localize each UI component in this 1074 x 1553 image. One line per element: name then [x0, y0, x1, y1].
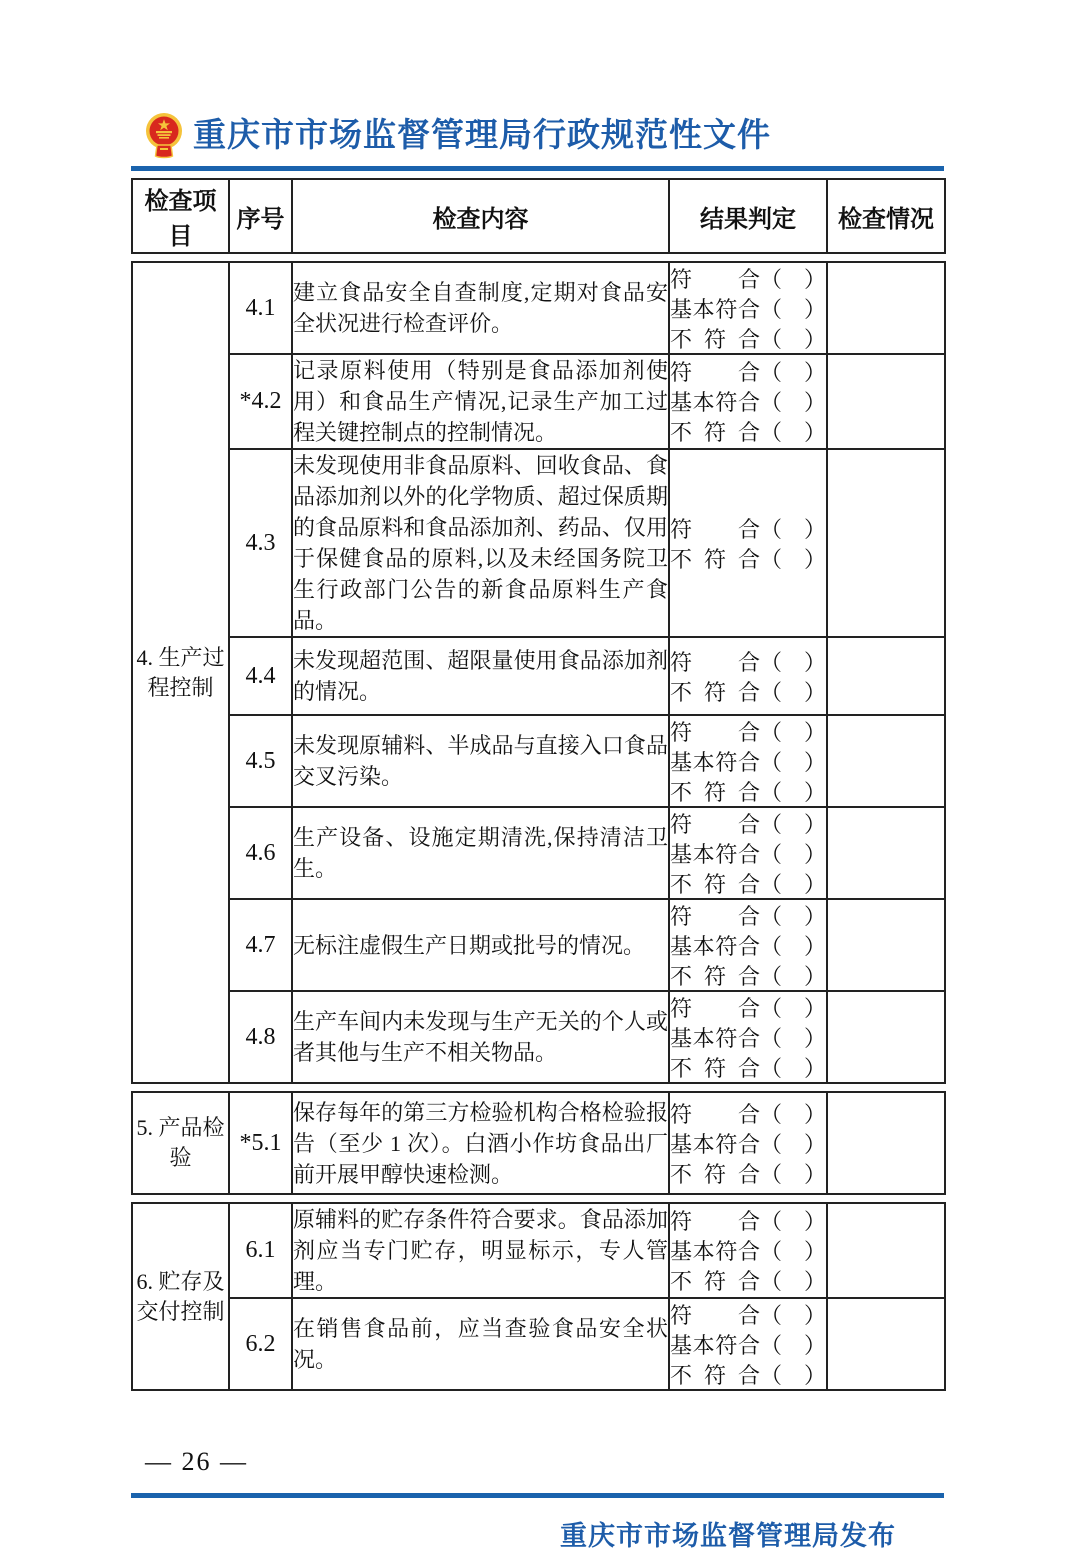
- column-header-result: 结果判定: [669, 179, 827, 253]
- option-conform: 符合 （ ）: [670, 808, 826, 838]
- column-header-content: 检查内容: [292, 179, 669, 253]
- publisher-line: 重庆市市场监督管理局发布: [560, 1521, 896, 1551]
- national-emblem-icon: [145, 112, 183, 158]
- row-serial: 4.1: [229, 262, 292, 354]
- checkbox-parens: （ ）: [759, 326, 826, 352]
- checkbox-parens: （ ）: [759, 679, 826, 705]
- row-serial: 6.1: [229, 1203, 292, 1298]
- inspection-status-cell: [827, 637, 945, 715]
- result-options-cell: [669, 899, 827, 991]
- checkbox-parens: （ ）: [759, 779, 826, 805]
- row-serial: *5.1: [229, 1092, 292, 1194]
- table-row: [132, 899, 945, 991]
- option-not-conform: 不符合 （ ）: [670, 323, 826, 353]
- inspection-status-cell: [827, 715, 945, 807]
- checkbox-parens: （ ）: [759, 1269, 826, 1294]
- page-number: — 26 —: [145, 1447, 248, 1476]
- option-conform: 符合 （ ）: [670, 263, 826, 293]
- table-row: [132, 1203, 945, 1298]
- option-conform: 符合 （ ）: [670, 1098, 826, 1128]
- row-content: 建立食品安全自查制度,定期对食品安全状况进行检查评价。: [292, 262, 669, 354]
- column-header-no: 序号: [229, 179, 292, 253]
- checkbox-parens: （ ）: [759, 1161, 826, 1187]
- table-row: [132, 262, 945, 354]
- table-row: [132, 715, 945, 807]
- row-serial: 4.7: [229, 899, 292, 991]
- checkbox-parens: （ ）: [759, 841, 826, 867]
- inspection-status-cell: [827, 991, 945, 1083]
- document-banner: [131, 112, 944, 158]
- checkbox-parens: （ ）: [759, 1101, 826, 1127]
- row-serial: 4.3: [229, 449, 292, 637]
- result-options-cell: [669, 1092, 827, 1194]
- row-content: 保存每年的第三方检验机构合格检验报告（至少 1 次）。白酒小作坊食品出厂前开展甲醇快速检测。: [292, 1092, 669, 1194]
- inspection-status-cell: [827, 807, 945, 899]
- row-serial: 4.4: [229, 637, 292, 715]
- result-options-cell: [669, 354, 827, 449]
- checkbox-parens: （ ）: [759, 1302, 826, 1328]
- option-basic-conform: 基本符合 （ ）: [670, 1236, 826, 1266]
- banner-divider: [131, 166, 944, 171]
- checkbox-parens: （ ）: [759, 719, 826, 745]
- option-not-conform: 不符合 （ ）: [670, 417, 826, 447]
- checkbox-parens: （ ）: [759, 390, 826, 415]
- checklist-section-6: [131, 1202, 946, 1391]
- result-options-cell: [669, 262, 827, 354]
- checklist-header-table: [131, 178, 946, 254]
- table-row: [132, 1298, 945, 1390]
- table-row: [132, 807, 945, 899]
- option-not-conform: 不符合 （ ）: [670, 1266, 826, 1296]
- option-not-conform: 不符合 （ ）: [670, 676, 826, 706]
- section-label-product-inspection: 5. 产品检验: [132, 1092, 229, 1194]
- checkbox-parens: （ ）: [759, 749, 826, 775]
- inspection-status-cell: [827, 354, 945, 449]
- checklist-section-4: [131, 261, 946, 1084]
- footer-divider: [131, 1493, 944, 1498]
- option-basic-conform: 基本符合 （ ）: [670, 930, 826, 960]
- checkbox-parens: （ ）: [759, 516, 826, 542]
- option-not-conform: 不符合 （ ）: [670, 1052, 826, 1082]
- option-basic-conform: 基本符合 （ ）: [670, 1329, 826, 1359]
- row-serial: 6.2: [229, 1298, 292, 1390]
- page-content: [131, 0, 944, 1553]
- column-header-status: 检查情况: [827, 179, 945, 253]
- checkbox-parens: （ ）: [759, 963, 826, 989]
- option-conform: 符合 （ ）: [670, 357, 826, 387]
- result-options-cell: [669, 991, 827, 1083]
- checkbox-parens: （ ）: [759, 933, 826, 959]
- inspection-status-cell: [827, 1203, 945, 1298]
- result-options-cell: [669, 807, 827, 899]
- result-options-cell: [669, 1298, 827, 1390]
- option-conform: 符合 （ ）: [670, 646, 826, 676]
- row-content: 无标注虚假生产日期或批号的情况。: [292, 899, 669, 991]
- row-serial: 4.8: [229, 991, 292, 1083]
- option-not-conform: 不符合 （ ）: [670, 1158, 826, 1188]
- checkbox-parens: （ ）: [759, 811, 826, 837]
- checkbox-parens: （ ）: [759, 871, 826, 897]
- checkbox-parens: （ ）: [759, 1055, 826, 1081]
- row-content: 未发现原辅料、半成品与直接入口食品交叉污染。: [292, 715, 669, 807]
- checkbox-parens: （ ）: [759, 649, 826, 675]
- option-not-conform: 不符合 （ ）: [670, 776, 826, 806]
- table-row: [132, 449, 945, 637]
- document-title: 重庆市市场监督管理局行政规范性文件: [193, 116, 771, 153]
- row-content: 记录原料使用（特别是食品添加剂使用）和食品生产情况,记录生产加工过程关键控制点的控制情况。: [292, 354, 669, 449]
- checkbox-parens: （ ）: [759, 1209, 826, 1234]
- option-basic-conform: 基本符合 （ ）: [670, 1128, 826, 1158]
- column-header-item: 检查项目: [132, 179, 229, 253]
- checkbox-parens: （ ）: [759, 1239, 826, 1264]
- option-conform: 符合 （ ）: [670, 716, 826, 746]
- row-content: 生产设备、设施定期清洗,保持清洁卫生。: [292, 807, 669, 899]
- option-conform: 符合 （ ）: [670, 1299, 826, 1329]
- option-not-conform: 不符合 （ ）: [670, 1359, 826, 1389]
- table-row: [132, 354, 945, 449]
- result-options-cell: [669, 1203, 827, 1298]
- inspection-status-cell: [827, 1298, 945, 1390]
- option-conform: 符合 （ ）: [670, 992, 826, 1022]
- row-serial: *4.2: [229, 354, 292, 449]
- table-header-row: [132, 179, 945, 253]
- option-not-conform: 不符合 （ ）: [670, 543, 826, 573]
- option-basic-conform: 基本符合 （ ）: [670, 293, 826, 323]
- option-conform: 符合 （ ）: [670, 513, 826, 543]
- option-not-conform: 不符合 （ ）: [670, 960, 826, 990]
- row-content: 原辅料的贮存条件符合要求。食品添加剂应当专门贮存，明显标示，专人管理。: [292, 1203, 669, 1298]
- inspection-status-cell: [827, 449, 945, 637]
- row-serial: 4.5: [229, 715, 292, 807]
- option-basic-conform: 基本符合 （ ）: [670, 1022, 826, 1052]
- row-content: 生产车间内未发现与生产无关的个人或者其他与生产不相关物品。: [292, 991, 669, 1083]
- checkbox-parens: （ ）: [759, 1131, 826, 1157]
- table-row: [132, 1092, 945, 1194]
- checkbox-parens: （ ）: [759, 266, 826, 292]
- table-row: [132, 991, 945, 1083]
- checkbox-parens: （ ）: [759, 1362, 826, 1388]
- inspection-status-cell: [827, 262, 945, 354]
- result-options-cell: [669, 637, 827, 715]
- checkbox-parens: （ ）: [759, 360, 826, 385]
- option-basic-conform: 基本符合 （ ）: [670, 746, 826, 776]
- section-label-storage-delivery: 6. 贮存及交付控制: [132, 1203, 229, 1390]
- option-basic-conform: 基本符合 （ ）: [670, 838, 826, 868]
- table-row: [132, 637, 945, 715]
- result-options-cell: [669, 715, 827, 807]
- checkbox-parens: （ ）: [759, 296, 826, 322]
- checkbox-parens: （ ）: [759, 1025, 826, 1051]
- row-content: 未发现使用非食品原料、回收食品、食品添加剂以外的化学物质、超过保质期的食品原料和食品添加剂、药品、仅用于保健食品的原料,以及未经国务院卫生行政部门公告的新食品原料生产食品。: [292, 449, 669, 637]
- row-content: 在销售食品前，应当查验食品安全状况。: [292, 1298, 669, 1390]
- inspection-status-cell: [827, 1092, 945, 1194]
- option-basic-conform: 基本符合 （ ）: [670, 387, 826, 417]
- result-options-cell: [669, 449, 827, 637]
- checkbox-parens: （ ）: [759, 1332, 826, 1358]
- section-label-production-process: 4. 生产过程控制: [132, 262, 229, 1083]
- checkbox-parens: （ ）: [759, 420, 826, 445]
- row-serial: 4.6: [229, 807, 292, 899]
- row-content: 未发现超范围、超限量使用食品添加剂的情况。: [292, 637, 669, 715]
- checkbox-parens: （ ）: [759, 546, 826, 572]
- inspection-status-cell: [827, 899, 945, 991]
- option-conform: 符合 （ ）: [670, 900, 826, 930]
- option-not-conform: 不符合 （ ）: [670, 868, 826, 898]
- checkbox-parens: （ ）: [759, 903, 826, 929]
- checkbox-parens: （ ）: [759, 995, 826, 1021]
- option-conform: 符合 （ ）: [670, 1206, 826, 1236]
- checklist-section-5: [131, 1091, 946, 1195]
